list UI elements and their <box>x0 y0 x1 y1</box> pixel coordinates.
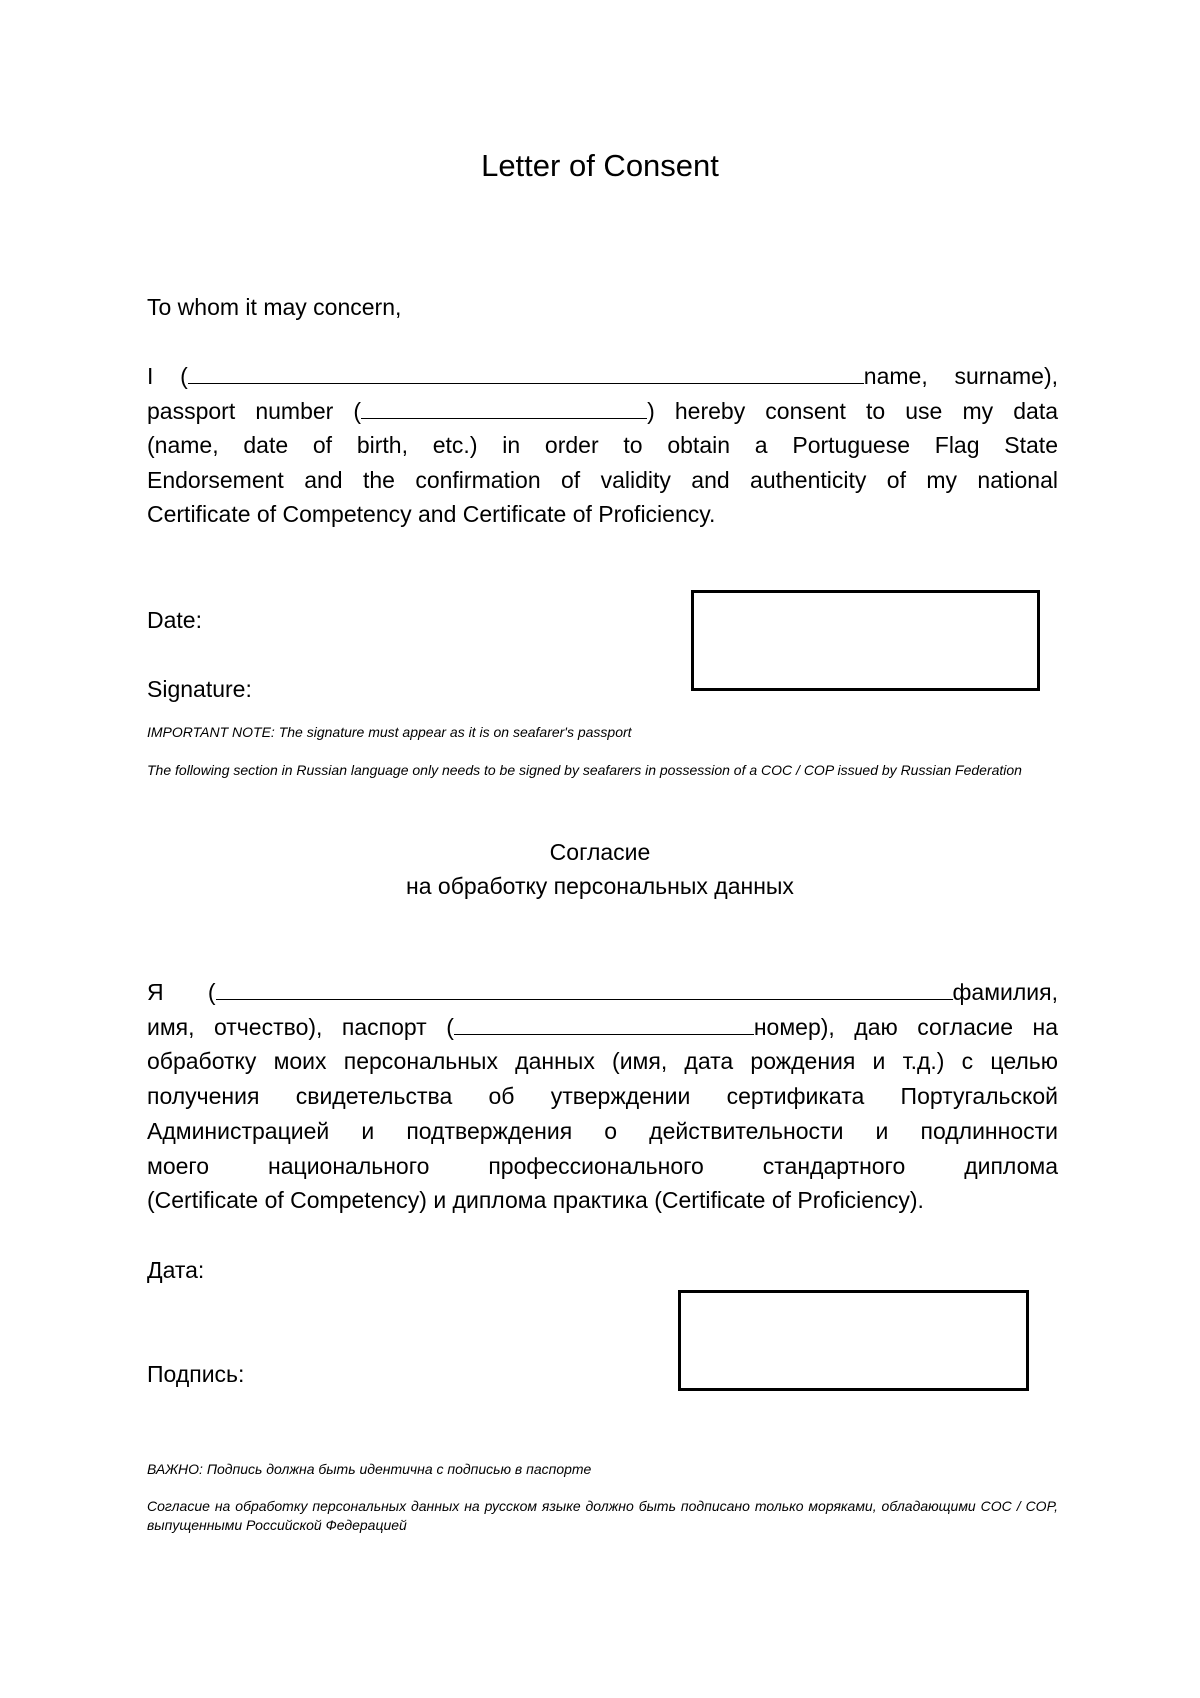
date-label: Date: <box>147 607 202 633</box>
fio-blank[interactable] <box>216 979 953 1000</box>
paragraph-line: (Certificate of Competency) и диплома практика (Certificate of Proficiency). <box>147 1187 924 1214</box>
paragraph-line: обработку моих персональных данных (имя, дата рождения и т.д.) с целью <box>147 1048 1058 1075</box>
date-label-ru: Дата: <box>147 1257 205 1283</box>
line-text: name, surname), <box>863 363 1058 389</box>
line-text: passport number ( <box>147 397 362 424</box>
signature-label: Signature: <box>147 676 252 702</box>
russian-section-note: The following section in Russian language only needs to be signed by seafarers in possession of a COC / COP issued by Russian Federation <box>147 762 1022 778</box>
consent-note-ru: Согласие на обработку персональных данных на русском языке должно быть подписано только моряками, обладающими COC / COP, выпущенными Российской Федерацией <box>147 1498 1058 1533</box>
paragraph-line <box>147 1010 1058 1045</box>
line-text: ) hereby consent to use my data <box>647 397 1058 424</box>
name-surname-blank[interactable] <box>188 363 864 384</box>
russian-subtitle: на обработку персональных данных <box>406 873 794 899</box>
line-text: номер), даю согласие на <box>753 1013 1058 1040</box>
paragraph-line: Endorsement and the confirmation of validity and authenticity of my national <box>147 466 1058 493</box>
signature-label-ru: Подпись: <box>147 1361 245 1387</box>
line-text: I ( <box>147 363 188 389</box>
line-text: Я ( <box>147 979 216 1005</box>
passport-number-blank[interactable] <box>361 398 647 419</box>
salutation: To whom it may concern, <box>147 294 402 320</box>
paragraph-line: моего национального профессионального стандартного диплома <box>147 1152 1058 1179</box>
consent-paragraph-en <box>147 359 1058 532</box>
paragraph-line: Certificate of Competency and Certificate of Proficiency. <box>147 501 716 527</box>
paragraph-line: получения свидетельства об утверждении сертификата Португальской <box>147 1083 1058 1110</box>
passport-number-blank-ru[interactable] <box>454 1014 754 1035</box>
paragraph-line: Администрацией и подтверждения о действительности и подлинности <box>147 1117 1058 1144</box>
signature-box-ru[interactable] <box>678 1290 1029 1391</box>
signature-box-en[interactable] <box>691 590 1040 691</box>
line-text: фамилия, <box>952 979 1058 1005</box>
paragraph-line <box>147 359 1058 394</box>
paragraph-line: (name, date of birth, etc.) in order to obtain a Portuguese Flag State <box>147 432 1058 458</box>
paragraph-line <box>147 975 1058 1010</box>
russian-title: Согласие <box>549 839 651 865</box>
paragraph-line <box>147 394 1058 429</box>
important-note-en: IMPORTANT NOTE: The signature must appear as it is on seafarer's passport <box>147 724 632 740</box>
consent-paragraph-ru <box>147 975 1058 1218</box>
important-note-ru: ВАЖНО: Подпись должна быть идентична с подписью в паспорте <box>147 1461 592 1477</box>
page-title: Letter of Consent <box>481 148 719 183</box>
line-text: имя, отчество), паспорт ( <box>147 1013 454 1040</box>
